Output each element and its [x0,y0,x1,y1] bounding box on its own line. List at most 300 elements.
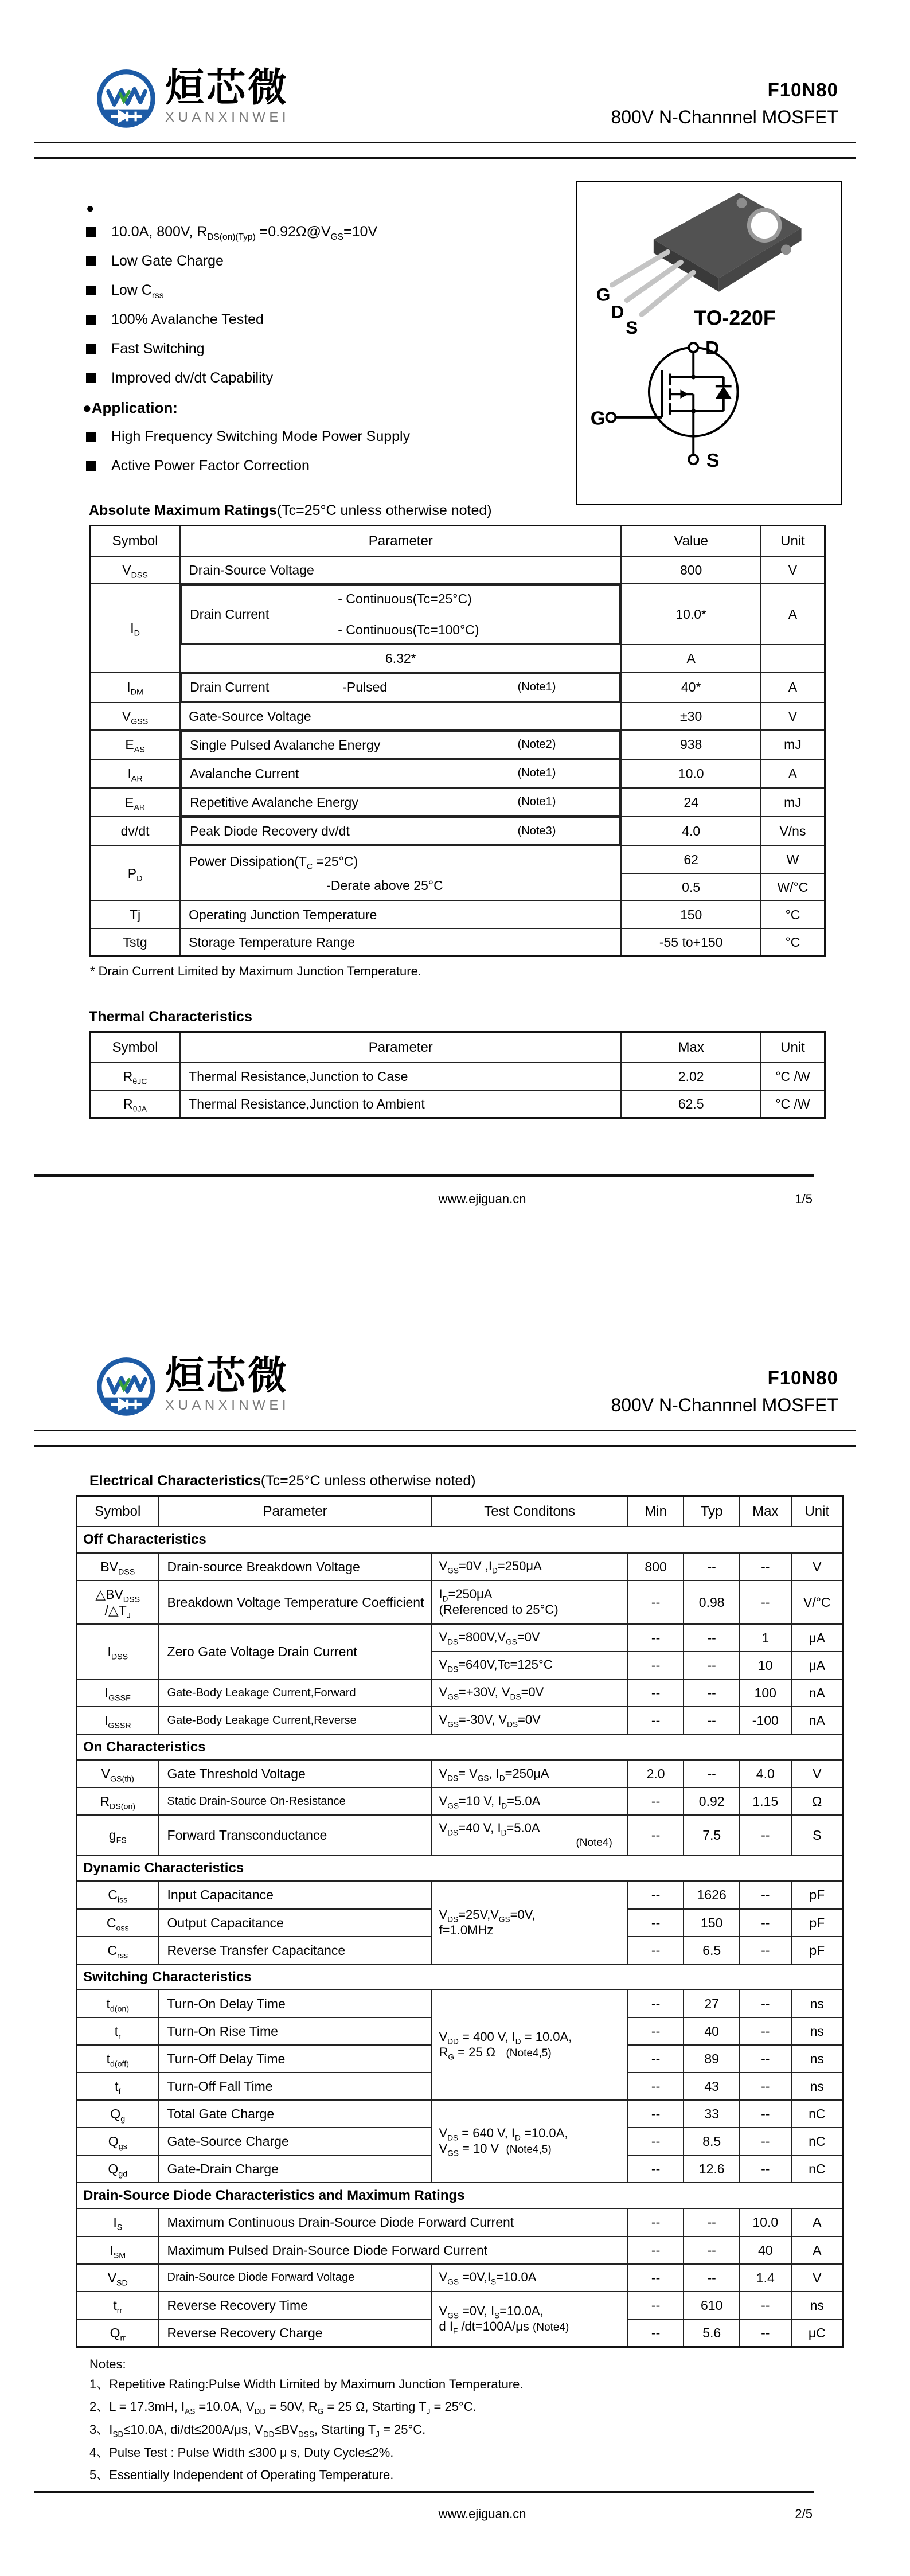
symbol-cell: $Q_{rr}$ [77,2319,159,2347]
param-cell [181,759,620,788]
unit-cell: V [761,556,825,584]
min-cell: -- [628,2264,684,2292]
symbol-cell: $I_{DSS}$ [77,1624,159,1679]
feature-text: Fast Switching [111,341,205,357]
footer-rule [34,2491,814,2493]
min-cell: -- [628,2072,684,2100]
square-bullet-icon [86,461,96,471]
table-row-igssr [77,1707,843,1734]
symbol-cell: $I_S$ [77,2208,159,2236]
pin-label-g: G [596,284,611,305]
feature-text: 10.0A, 800V, $R_{DS(on)(Typ)}$ $=0.92\Omega@V_{GS}=10V$ [111,224,378,242]
cond-cell: $V_{GS} =0V$, $I_S=10.0A$, d $I_F$ /dt=100A/μs (Note4) [432,2292,628,2347]
param-cell: Output Capacitance [159,1909,432,1937]
symbol-label-s: S [706,450,720,472]
section-row-off [77,1527,843,1552]
typ-cell: 5.6 [684,2319,740,2347]
param-line1: Power $Dissipation(T_C =25^\circ C)$ [189,853,358,872]
symbol-cell: $BV_{DSS}$ [77,1553,159,1580]
table-row-vgsth [77,1760,843,1787]
min-cell: -- [628,1787,684,1815]
value-cell: 4.0 [621,817,761,846]
table-row-tstg [90,928,825,957]
unit-cell: μA [791,1652,843,1679]
application-text: Active Power Factor Correction [111,458,310,474]
unit-cell: °C /W [761,1063,825,1090]
max-cell: -- [740,2072,791,2100]
unit-cell: A [761,584,825,645]
table-row-ear [90,788,825,817]
table-row-tj [90,901,825,928]
min-cell: -- [628,1909,684,1937]
min-cell: -- [628,1707,684,1734]
min-cell: -- [628,1881,684,1908]
min-cell: -- [628,2045,684,2072]
typ-cell: 8.5 [684,2128,740,2155]
symbol-cell: $V_{GS(th)}$ [77,1760,159,1787]
max-cell: 40 [740,2237,791,2264]
abs-max-footnote: * Drain Current Limited by Maximum Junction Temperature. [90,963,421,978]
table-row-id2 [90,645,825,672]
header-cell: Min [628,1496,684,1527]
page1-content [89,502,826,1119]
cond-cell: $V_{GS}=10$ V, $I_D=5.0A$ [432,1787,628,1815]
table-row-rdson [77,1787,843,1815]
max-cell: -100 [740,1707,791,1734]
value-cell: 62 [621,846,761,873]
typ-cell: 0.92 [684,1787,740,1815]
typ-cell: -- [684,1707,740,1734]
symbol-cell: $Q_g$ [77,2100,159,2128]
max-cell: 10.0 [740,2208,791,2236]
typ-cell: 610 [684,2292,740,2319]
min-cell: -- [628,2100,684,2128]
square-bullet-icon [86,344,96,354]
application-text: High Frequency Switching Mode Power Supply [111,428,411,444]
logo-english-name: XUANXINWEI [165,110,290,126]
header-cell: Symbol [90,526,181,557]
table-row-tdon [77,1990,843,2017]
typ-cell: -- [684,2208,740,2236]
unit-cell: nC [791,2155,843,2183]
symbol-cell: Tj [90,901,181,928]
feature-text: 100% Avalanche Tested [111,311,264,327]
logo-text [165,65,290,126]
typ-cell: -- [684,1624,740,1652]
symbol-cell: $R_{DS(on)}$ [77,1787,159,1815]
feature-item [86,311,568,328]
min-cell: -- [628,1679,684,1707]
unit-cell: V [791,1760,843,1787]
cond-cell: $V_{DS}=25V,V_{GS}=0V$, f=1.0MHz [432,1881,628,1964]
symbol-cell: $\triangle BV_{DSS}$ $/\triangle T_J$ [77,1580,159,1624]
table-row-id [90,584,825,645]
value-cell: 40* [621,672,761,702]
symbol-cell: $I_{DM}$ [90,672,181,702]
electrical-characteristics-table [76,1495,844,2348]
min-cell: -- [628,1990,684,2017]
param-text2: -Pulsed [342,680,388,695]
param-cell: Reverse Recovery Charge [159,2319,432,2347]
elec-title-bold: Electrical Characteristics [89,1473,261,1489]
symbol-cell: $t_r$ [77,2017,159,2045]
header-cell: Symbol [90,1032,181,1063]
unit-cell: V [791,2264,843,2292]
table-row-ciss [77,1881,843,1908]
abs-max-title-bold: Absolute Maximum Ratings [89,502,277,518]
section-row-on [77,1734,843,1760]
param-cell [180,846,621,901]
pin-label-s: S [626,317,638,338]
unit-cell: ns [791,2045,843,2072]
param-cell: Drain-Source Diode Forward Voltage [159,2264,432,2292]
notes-label: Notes: [89,2356,126,2371]
param-subconditions [338,591,479,638]
symbol-cell: $R_{\theta JC}$ [90,1063,181,1090]
typ-cell: 89 [684,2045,740,2072]
unit-cell: W/°C [761,873,825,901]
header-cell: Parameter [180,526,621,557]
thermal-table [89,1031,826,1119]
unit-cell: V [791,1553,843,1580]
param-cell: Maximum Continuous Drain-Source Diode Forward Current [159,2208,628,2236]
section-title-cell: Off Characteristics [77,1527,843,1552]
min-cell: -- [628,2017,684,2045]
symbol-label-g: G [590,407,606,430]
max-cell: -- [740,2017,791,2045]
subcondition: - Continuous(Tc=100°C) [338,622,479,638]
table-row-trr [77,2292,843,2319]
table-header-row [77,1496,843,1527]
symbol-cell: $C_{oss}$ [77,1909,159,1937]
typ-cell: 12.6 [684,2155,740,2183]
cond-cell: $I_D=250\mu A$ (Referenced to 25°C) [432,1580,628,1624]
unit-cell: V/°C [791,1580,843,1624]
typ-cell: 7.5 [684,1815,740,1855]
header-rule-thin [34,142,856,143]
symbol-cell: $E_{AS}$ [90,730,181,759]
min-cell: -- [628,2155,684,2183]
symbol-cell: $V_{DSS}$ [90,556,181,584]
value-cell: -55 to+150 [621,928,761,957]
symbol-cell: $t_{d(off)}$ [77,2045,159,2072]
header-cell: Parameter [180,1032,621,1063]
table-row-vgss [90,702,825,730]
symbol-cell: $C_{rss}$ [77,1937,159,1964]
mosfet-symbol [607,343,738,464]
application-heading: ●Application: [83,399,178,416]
unit-cell: mJ [761,788,825,817]
typ-cell: -- [684,2264,740,2292]
value-cell: 24 [621,788,761,817]
max-cell: -- [740,1815,791,1855]
param-text: Peak Diode Recovery dv/dt [190,823,350,838]
typ-cell: -- [684,1553,740,1580]
param-cell [181,817,620,845]
square-bullet-icon [86,315,96,325]
typ-cell: 150 [684,1909,740,1937]
section-title-cell: Switching Characteristics [77,1964,843,1990]
param-cell: Turn-Off Delay Time [159,2045,432,2072]
max-cell: -- [740,2319,791,2347]
value-cell: 2.02 [621,1063,761,1090]
cond-cell: $V_{GS}=0V$ $,I_D=250\mu A$ [432,1553,628,1580]
section-row-diode [77,2183,843,2208]
section-title-cell: On Characteristics [77,1734,843,1760]
symbol-cell: dv/dt [90,817,181,846]
param-cell: Gate-Body Leakage Current,Reverse [159,1707,432,1734]
symbol-cell: $C_{iss}$ [77,1881,159,1908]
symbol-cell: $Q_{gs}$ [77,2128,159,2155]
param-cell: Turn-On Delay Time [159,1990,432,2017]
max-cell: -- [740,1881,791,1908]
cond-cell: $V_{GS}=+30V$, $V_{DS}=0V$ [432,1679,628,1707]
value-cell: 10.0* [621,584,761,645]
table-row-pd [90,846,825,873]
footer-page-number: 2/5 [795,2507,813,2521]
notes-block [76,2357,844,2484]
elec-title [76,1473,844,1489]
symbol-cell: $R_{\theta JA}$ [90,1090,181,1118]
max-cell: -- [740,2045,791,2072]
header-cell: Symbol [77,1496,159,1527]
param-cell: Maximum Pulsed Drain-Source Diode Forward Current [159,2237,628,2264]
feature-text: Improved dv/dt Capability [111,370,274,386]
square-bullet-icon [86,432,96,442]
unit-cell: ns [791,2072,843,2100]
max-cell: 1 [740,1624,791,1652]
cond-cell: $V_{DS}=640V,Tc=125^\circ C$ [432,1652,628,1679]
param-cell: Reverse Transfer Capacitance [159,1937,432,1964]
package-name-label: TO-220F [694,306,776,330]
company-logo [96,65,290,132]
unit-cell: V/ns [761,817,825,846]
table-row-vdss [90,556,825,584]
unit-cell: nC [791,2100,843,2128]
min-cell: -- [628,1624,684,1652]
unit-cell: °C /W [761,1090,825,1118]
symbol-cell: $I_{GSSF}$ [77,1679,159,1707]
feature-item [86,224,568,240]
table-row-rjc [90,1063,825,1090]
part-subtitle: 800V N-Channnel MOSFET [611,1395,838,1415]
unit-cell: ns [791,2292,843,2319]
abs-max-table [89,525,826,957]
max-cell: -- [740,1553,791,1580]
param-cell: Total Gate Charge [159,2100,432,2128]
min-cell: -- [628,1937,684,1964]
param-text: Avalanche Current [190,766,299,781]
table-row-dvdt [90,817,825,846]
note-ref: (Note1) [517,795,556,809]
value-cell: 938 [621,730,761,759]
table-header-row [90,526,825,557]
thermal-title [89,1009,826,1025]
param-text: Repetitive Avalanche Energy [190,794,358,810]
typ-cell: -- [684,1652,740,1679]
symbol-cell: $V_{GSS}$ [90,702,181,730]
feature-text: Low Gate Charge [111,253,224,269]
table-header-row [90,1032,825,1063]
unit-cell: A [791,2208,843,2236]
typ-cell: 1626 [684,1881,740,1908]
param-cell: Drain-Source Voltage [180,556,621,584]
unit-cell: A [761,759,825,788]
param-cell [181,731,620,759]
note-ref: (Note2) [517,738,556,751]
logo-mark-icon [96,68,156,132]
param-cell [181,584,620,644]
table-row-idm [90,672,825,702]
unit-cell: ns [791,2017,843,2045]
header-cell: Max [621,1032,761,1063]
symbol-cell: Tstg [90,928,181,957]
logo-text [165,1353,290,1414]
square-bullet-icon [86,256,96,266]
cond-cell: $V_{DS}= V_{GS}$, $I_D=250\mu A$ [432,1760,628,1787]
application-item [86,428,568,445]
param-cell: Zero Gate Voltage Drain Current [159,1624,432,1679]
table-row-iar [90,759,825,788]
param-cell: Forward Transconductance [159,1815,432,1855]
feature-item [86,282,568,299]
symbol-cell: $I_{SM}$ [77,2237,159,2264]
elec-title-cond: (Tc=25°C unless otherwise noted) [260,1473,476,1489]
max-cell: -- [740,1909,791,1937]
value-cell: 150 [621,901,761,928]
unit-cell: A [761,672,825,702]
param-cell [181,788,620,817]
param-cell: Gate-Source Charge [159,2128,432,2155]
unit-cell: pF [791,1909,843,1937]
header-cell: Test Conditons [432,1496,628,1527]
unit-cell: W [761,846,825,873]
table-row-dbvdss [77,1580,843,1624]
symbol-cell: $t_f$ [77,2072,159,2100]
param-cell: Reverse Recovery Time [159,2292,432,2319]
param-cell: Storage Temperature Range [180,928,621,957]
header-rule-thin [34,1430,856,1431]
header-cell: Unit [761,1032,825,1063]
table-row-rja [90,1090,825,1118]
max-cell: 1.4 [740,2264,791,2292]
section-row-switching [77,1964,843,1990]
param-cell: Gate Threshold Voltage [159,1760,432,1787]
typ-cell: -- [684,1679,740,1707]
note-item: 3、$I_{SD}\le 10.0A$, di/dt≤200A/μs, $V_{DD}\le BV_{DSS}$, Starting $T_J = 25^\circ C$. [89,2422,426,2439]
symbol-cell: $I_D$ [90,584,181,672]
max-cell: -- [740,2100,791,2128]
typ-cell: 33 [684,2100,740,2128]
param-cell: Gate-Source Voltage [180,702,621,730]
footer-website: www.ejiguan.cn [438,2507,526,2521]
pin-label-d: D [611,301,624,322]
param-cell: Drain-source Breakdown Voltage [159,1553,432,1580]
logo-mark-icon [96,1356,156,1420]
table-row-bvdss [77,1553,843,1580]
header-cell: Value [621,526,761,557]
note-item: 1、Repetitive Rating:Pulse Width Limited by Maximum Junction Temperature. [89,2376,524,2391]
table-row-is [77,2208,843,2236]
package-diagram-box [576,181,842,505]
title-block [611,79,838,128]
square-bullet-icon [86,286,96,295]
max-cell: 1.15 [740,1787,791,1815]
unit-cell: μA [791,1624,843,1652]
typ-cell: 40 [684,2017,740,2045]
symbol-cell: $t_{d(on)}$ [77,1990,159,2017]
unit-cell: A [791,2237,843,2264]
note-item: 4、Pulse Test : Pulse Width ≤300 μ s, Duty Cycle≤2%. [89,2445,394,2460]
unit-cell: mJ [761,730,825,759]
param-line2: -Derate above 25°C [326,877,443,893]
unit-cell: V [761,702,825,730]
param-cell: Breakdown Voltage Temperature Coefficient [159,1580,432,1624]
footer-page-number: 1/5 [795,1192,813,1206]
value-cell: 800 [621,556,761,584]
param-text: Drain Current [190,680,270,695]
value-cell: 6.32* [180,645,621,672]
header-cell: Typ [684,1496,740,1527]
max-cell: -- [740,1937,791,1964]
table-row-igssf [77,1679,843,1707]
thermal-title-bold: Thermal Characteristics [89,1008,252,1025]
cond-cell: $V_{DS}=40$ V, $I_D=5.0A$ (Note4) [432,1815,628,1855]
param-cell [181,673,620,701]
header-cell: Unit [791,1496,843,1527]
typ-cell: -- [684,1760,740,1787]
symbol-cell: $P_D$ [90,846,181,901]
table-row-gfs [77,1815,843,1855]
typ-cell: 27 [684,1990,740,2017]
unit-cell: A [621,645,761,672]
table-row-ism [77,2237,843,2264]
square-bullet-icon [86,373,96,383]
page2-content [76,1473,844,2490]
typ-cell: 0.98 [684,1580,740,1624]
cond-cell: $V_{GS} =0V,I_S=10.0A$ [432,2264,628,2292]
max-cell: -- [740,2128,791,2155]
max-cell: 10 [740,1652,791,1679]
package-and-symbol-drawing [577,182,841,504]
typ-cell: -- [684,2237,740,2264]
min-cell: -- [628,2208,684,2236]
section-title-cell: Drain-Source Diode Characteristics and Maximum Ratings [77,2183,843,2208]
section-row-dynamic [77,1855,843,1881]
min-cell: -- [628,1815,684,1855]
header-rule-thick [34,157,856,159]
value-cell: 10.0 [621,759,761,788]
min-cell: -- [628,1652,684,1679]
value-cell: ±30 [621,702,761,730]
param-cell: Gate-Drain Charge [159,2155,432,2183]
header-rule-thick [34,1445,856,1447]
features-list [83,201,568,487]
param-text: Drain Current [190,607,270,622]
value-cell: 62.5 [621,1090,761,1118]
note-item: 2、L = 17.3mH, $I_{AS} =10.0A$, $V_{DD} = 50V$, $R_G = 25$ Ω, Starting $T_J = 25^\circ C$. [89,2399,477,2416]
param-cell: Thermal Resistance,Junction to Ambient [180,1090,621,1118]
unit-cell: pF [791,1881,843,1908]
feature-item [86,341,568,357]
page-2 [0,1288,910,2576]
typ-cell: 6.5 [684,1937,740,1964]
part-number: F10N80 [767,1367,838,1388]
table-row-eas [90,730,825,759]
min-cell: -- [628,2237,684,2264]
part-number: F10N80 [767,79,838,100]
unit-cell: ns [791,1990,843,2017]
